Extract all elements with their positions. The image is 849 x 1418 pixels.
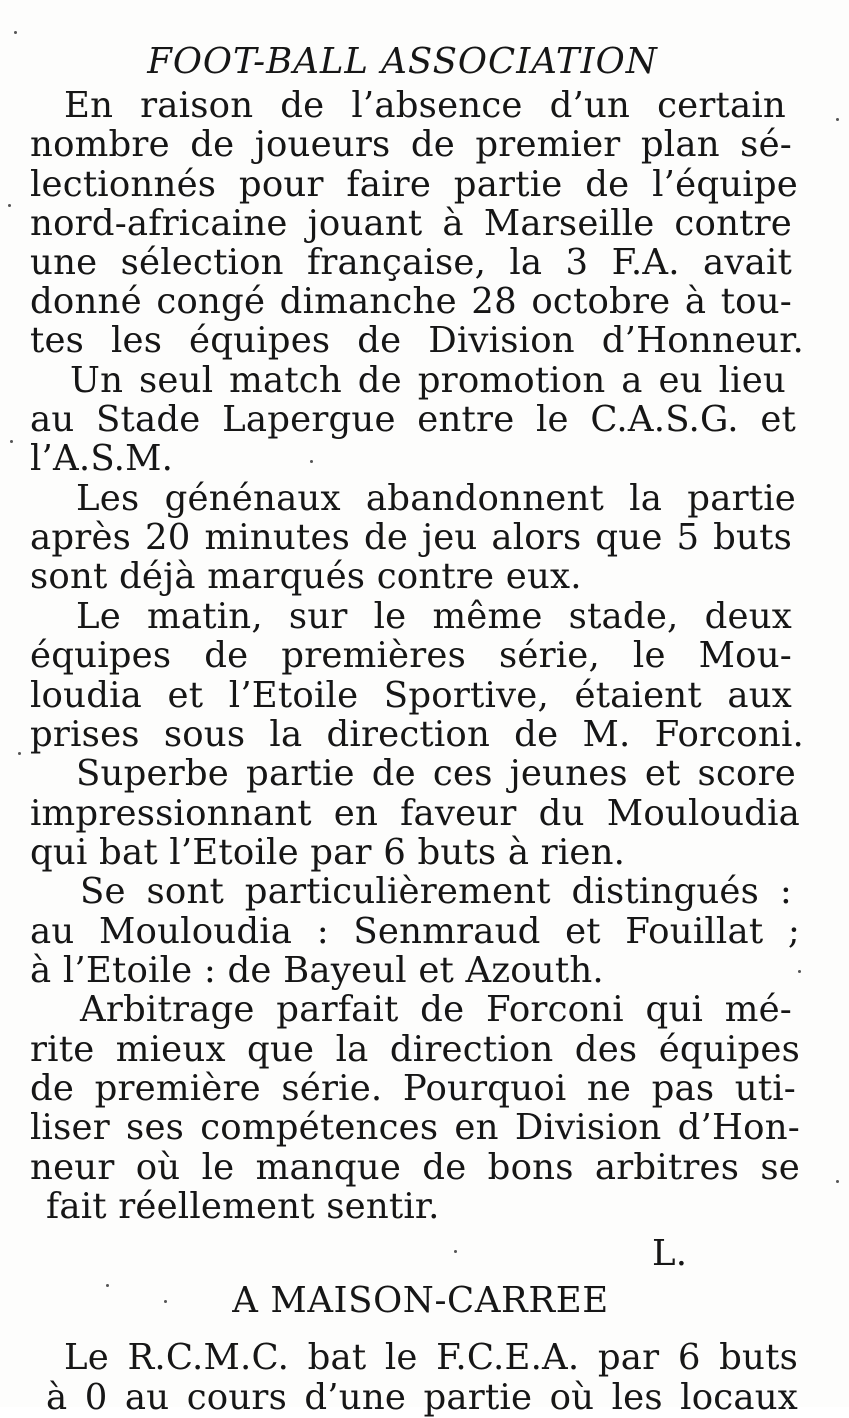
text-line: lectionnés pour faire partie de l’équipe — [30, 164, 798, 205]
text-line: nord-africaine jouant à Marseille contre — [30, 203, 792, 244]
print-speck — [18, 752, 21, 755]
text-line: rite mieux que la direction des équipes — [30, 1029, 800, 1070]
text-line: Arbitrage parfait de Forconi qui mé- — [80, 989, 792, 1030]
text-line: Se sont particulièrement distingués : — [80, 871, 792, 912]
article-title: FOOT-BALL ASSOCIATION — [147, 41, 658, 82]
print-speck — [454, 1250, 457, 1253]
print-speck — [10, 440, 13, 443]
print-speck — [106, 1284, 109, 1287]
text-line: au Mouloudia : Senmraud et Fouillat ; — [30, 911, 800, 952]
text-line: sont déjà marqués contre eux. — [30, 556, 582, 597]
print-speck — [836, 118, 839, 121]
print-speck — [164, 1300, 167, 1303]
text-line: l’A.S.M. — [30, 438, 174, 479]
print-speck — [310, 460, 313, 463]
text-line: En raison de l’absence d’un certain — [64, 85, 786, 126]
text-line: de première série. Pourquoi ne pas uti- — [30, 1068, 796, 1109]
text-line: à 0 au cours d’une partie où les locaux — [46, 1377, 798, 1418]
text-line: tes les équipes de Division d’Honneur. — [30, 320, 804, 361]
print-speck — [798, 970, 801, 973]
text-line: neur où le manque de bons arbitres se — [30, 1147, 800, 1188]
text-line: équipes de premières série, le Mou- — [30, 635, 792, 676]
print-speck — [14, 31, 17, 34]
text-line: Un seul match de promotion a eu lieu — [70, 360, 786, 401]
text-line: qui bat l’Etoile par 6 buts à rien. — [30, 832, 626, 873]
print-speck — [836, 1180, 839, 1183]
text-line: nombre de joueurs de premier plan sé- — [30, 124, 792, 165]
text-line: au Stade Lapergue entre le C.A.S.G. et — [30, 399, 796, 440]
text-line: loudia et l’Etoile Sportive, étaient aux — [30, 675, 792, 716]
text-line: une sélection française, la 3 F.A. avait — [30, 242, 792, 283]
text-line: Superbe partie de ces jeunes et score — [76, 753, 796, 794]
article-title: A MAISON-CARREE — [232, 1280, 609, 1321]
signature: L. — [652, 1233, 688, 1274]
print-speck — [8, 204, 11, 207]
text-line: à l’Etoile : de Bayeul et Azouth. — [30, 950, 604, 991]
text-line: prises sous la direction de M. Forconi. — [30, 714, 804, 755]
text-line: fait réellement sentir. — [46, 1186, 440, 1227]
text-line: impressionnant en faveur du Mouloudia — [30, 793, 800, 834]
text-line: donné congé dimanche 28 octobre à tou- — [30, 281, 792, 322]
text-line: Les génénaux abandonnent la partie — [76, 478, 796, 519]
text-line: Le R.C.M.C. bat le F.C.E.A. par 6 buts — [64, 1337, 798, 1378]
text-line: Le matin, sur le même stade, deux — [76, 596, 792, 637]
text-line: après 20 minutes de jeu alors que 5 buts — [30, 517, 792, 558]
text-line: liser ses compétences en Division d’Hon- — [30, 1107, 800, 1148]
